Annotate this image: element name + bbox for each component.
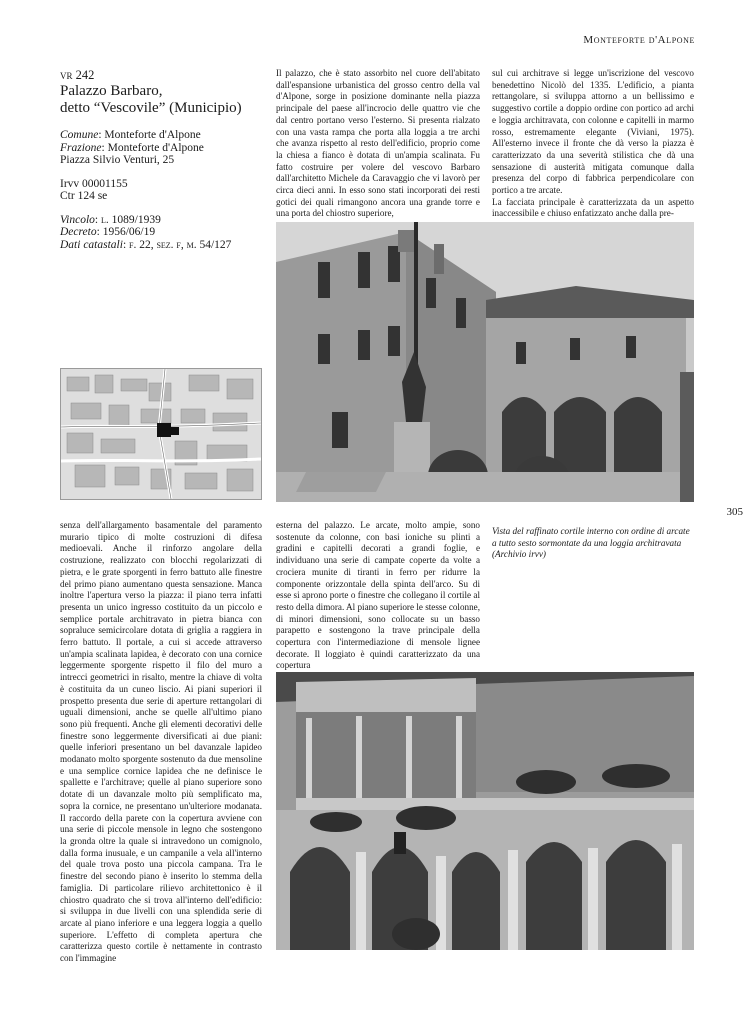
catastali-value: : f. 22, sez. f, m. 54/127	[122, 238, 232, 251]
entry-title	[60, 83, 260, 117]
paragraph: sul cui architrave si legge un'iscrizione del vescovo benedettino Nicolò del 1335. L'edificio, a pianta rettangolare, si sviluppa attorno a un bellissimo e suggestivo cortile a doppio ordine con portico ad archi e loggia architravata, con colonne e capitelli in marmo rosso, estremamente elegante (Viviani, 1975). All'esterno invece il fronte che dà verso la piazza è caratterizzato da una severità stilistica che dà una sensazione di austerità mitigata comunque dalla presenza del corpo di fabbrica perpendicolare con portico a tre arcate.	[492, 68, 694, 196]
entry-code: vr 242	[60, 68, 95, 82]
irvv-code: Irvv 00001155	[60, 177, 128, 190]
text-column-right-top	[492, 68, 694, 220]
decreto-value: : 1956/06/19	[96, 226, 156, 238]
location-map	[60, 368, 262, 500]
vincolo-value: : l. 1089/1939	[94, 213, 161, 226]
comune-label: Comune	[60, 129, 99, 141]
vincolo-label: Vincolo	[60, 213, 95, 226]
courtyard-photo	[276, 672, 694, 950]
decreto-label: Decreto	[60, 226, 97, 238]
catastali-label: Dati catastali	[60, 238, 123, 251]
legal-block	[60, 214, 260, 252]
map-drawing	[61, 369, 261, 499]
courtyard-drawing	[276, 672, 694, 950]
running-head: Monteforte d'Alpone	[583, 34, 695, 46]
paragraph: esterna del palazzo. Le arcate, molto ampie, sono sostenute da colonne, con basi ioniche su plinti a gradini e capitelli decorati a grandi foglie, e individuano una serie di campate coperte da volte a crociera munite di tiranti in ferro per ridurre la componente orizzontale della spinta dell'arco. Su di esse si aprono porte o finestre che collegano il cortile al resto della dimora. Al piano superiore le stesse colonne, di minori dimensioni, sono collocate su un basso parapetto e sostengono la trave principale della copertura con l'intermediazione di mensole lignee decorate. Il loggiato è quindi caratterizzato da una copertura	[276, 520, 480, 671]
photo-caption: Vista del raffinato cortile interno con ordine di arcate a tutto sesto sormontate da una loggia architravata (Archivio irvv)	[492, 526, 690, 560]
ctr-code: Ctr 124 se	[60, 190, 108, 202]
entry-header	[60, 68, 260, 262]
location-block	[60, 129, 260, 167]
frazione-value: : Monteforte d'Alpone	[101, 141, 204, 154]
paragraph: senza dell'allargamento basamentale del paramento murario tipico di molte costruzioni di difesa medioevali. Anche il rinforzo angolare della costruzione, realizzato con blocchi regolarizzati di pietra, e le grate sporgenti in ferro battuto alle finestre del primo piano aumentano questa sensazione. Manca inoltre l'apertura verso la piazza: il piano terra infatti presenta un unico ingresso costituito da un piccolo e semplice portale architravato in pietra bianca con sopraluce semicircolare dotata di griglia a raggiera in ferro battuto. Il portale, a cui si accede attraverso un'ampia scalinata lapidea, è decorato con una cornice leggermente sporgente rispetto il filo del muro a intrecci geometrici in risalto, mentre la chiave di volta è costituita da un cuneo liscio. Ai piani superiori il prospetto presenta due serie di aperture rettangolari di uguali dimensioni, anche se quelle all'ultimo piano sono più frequenti. Anche gli elementi decorativi delle finestre sono leggermente diversificati ai due piani: quelle inferiori presentano un bel davanzale lapideo modanato molto sporgente sostenuto da due mensoline e una semplice cornice lapidea che ne definisce le spallette e l'architrave; quelle al piano superiore sono dotate di un davanzale molto più semplificato ma, sopra la cornice, ne presentano un'ulteriore modanata. Il raccordo della parete con la copertura avviene con una serie di piccole mensole in legno che sostengono la gronda oltre la quale si intravedono un comignolo, dalla forma inusuale, e un campanile a vela all'interno del quale trova posto una piccola campana. Tra le finestre del secondo piano è inserito lo stemma della famiglia. Di particolare rilievo architettonico è il chiostro quadrato che si trova all'interno dell'edificio: si sviluppa in due livelli con una splendida serie di arcate al piano inferiore e una leggera loggia a quello superiore. L'effetto di completa apertura che caratterizza questo cortile è nettamente in contrasto con l'immagine	[60, 520, 262, 964]
frazione-label: Frazione	[60, 141, 102, 154]
registry-block	[60, 178, 260, 203]
paragraph: Il palazzo, che è stato assorbito nel cuore dell'abitato dall'espansione urbanistica del grosso centro della val d'Alpone, sorge in posizione dominante nella piazza principale del paese all'incrocio delle quattro vie che dal centro portano verso l'esterno. Si presenta rialzato con una vasta rampa che porta alla loggia a tre archi che avanza rispetto al resto dell'edificio, proprio come la chiesa a fianco è dotata di un'ampia scalinata. Fu fatto costruire per volere del vescovo Barbaro dall'architetto Michele da Caravaggio che vi lavorò per circa dieci anni. In esso sono stati incorporati dei resti gotici dei quali rimangono ancora una grande torre e una porta del chiostro superiore,	[276, 68, 480, 219]
text-column-left-bottom	[60, 520, 262, 965]
text-column-middle-top	[276, 68, 480, 220]
address: Piazza Silvio Venturi, 25	[60, 154, 175, 166]
comune-value: : Monteforte d'Alpone	[98, 129, 201, 141]
facade-drawing	[276, 222, 694, 502]
site-marker	[157, 423, 171, 437]
entry-title-line2: detto “Vescovile” (Municipio)	[60, 100, 242, 116]
facade-photo	[276, 222, 694, 502]
text-column-middle-bottom	[276, 520, 480, 672]
paragraph: La facciata principale è caratterizzata da un aspetto inaccessibile e chiuso enfatizzato anche dalla pre-	[492, 196, 694, 219]
page-number: 305	[726, 506, 743, 518]
entry-title-line1: Palazzo Barbaro,	[60, 83, 163, 99]
